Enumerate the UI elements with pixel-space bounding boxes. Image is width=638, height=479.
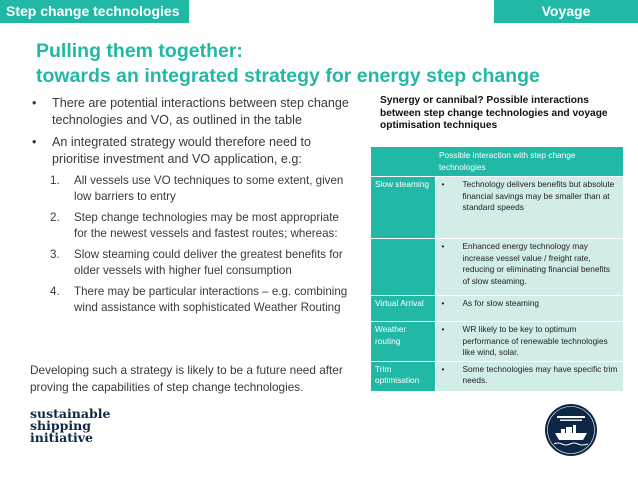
item-number: 3. [50, 248, 60, 261]
ssi-logo [30, 408, 110, 444]
ship-icon [544, 403, 598, 457]
row-label: Weather routing [371, 322, 435, 362]
cell-bullet: • [441, 324, 445, 334]
header-cell: Possible interaction with step change technologies [435, 147, 623, 177]
item-number: 4. [50, 285, 60, 298]
table-row [371, 239, 623, 296]
cell-bullet: • [441, 241, 445, 251]
numbered-item [30, 247, 352, 279]
cell-text: Technology delivers benefits but absolute financial savings may be smaller than at standard speeds [462, 179, 615, 212]
bullet-item [30, 134, 352, 168]
bullet-dot: • [32, 135, 37, 149]
voyage-optimisation-tag: Voyage optimisation [494, 0, 638, 23]
step-change-tag: Step change technologies [0, 0, 189, 23]
item-text: There may be particular interactions – e.g. combining wind assistance with sophisticated Weather Routing [74, 285, 348, 314]
logo-line-3: initiative [30, 430, 93, 445]
row-cell [435, 177, 623, 239]
numbered-item [30, 210, 352, 242]
table-caption: Synergy or cannibal? Possible interactions between step change technologies and voyage optimisation techniques [380, 95, 608, 131]
row-cell [435, 239, 623, 296]
logo-line-1: sustainable [30, 406, 111, 421]
cell-text: Some technologies may have specific trim needs. [462, 363, 618, 385]
row-label: Slow steaming [371, 177, 435, 239]
item-text: Step change technologies may be most appropriate for the newest vessels and fastest routes; whereas: [74, 211, 339, 240]
bullet-dot: • [32, 96, 37, 110]
table-header-row [371, 147, 623, 177]
header-blank-cell [371, 147, 435, 177]
bullet-list [30, 95, 352, 321]
title-line-1: Pulling them together: [36, 40, 243, 62]
item-text: All vessels use VO techniques to some extent, given low barriers to entry [74, 174, 344, 203]
cell-text: Enhanced energy technology may increase vessel value / freight rate, reducing or eliminating financial benefits of slow steaming. [462, 241, 611, 286]
bullet-text: There are potential interactions between step change technologies and VO, as outlined in the table [52, 96, 349, 127]
bullet-item [30, 95, 352, 129]
row-label: Trim optimisation [371, 361, 435, 391]
cell-bullet: • [441, 179, 445, 189]
bullet-text: An integrated strategy would therefore need to prioritise investment and VO application, e.g: [52, 135, 312, 166]
cell-text: WR likely to be key to optimum performance of renewable technologies like wind, solar. [462, 324, 608, 357]
row-label: Virtual Arrival [371, 296, 435, 322]
title-line-2: towards an integrated strategy for energy step change [36, 65, 540, 87]
table-row [371, 322, 623, 362]
slide-title [36, 39, 596, 89]
row-cell [435, 296, 623, 322]
cell-bullet: • [441, 298, 445, 308]
item-number: 2. [50, 211, 60, 224]
table-row [371, 177, 623, 239]
item-number: 1. [50, 174, 60, 187]
cell-text: As for slow steaming [462, 298, 540, 308]
table-row [371, 296, 623, 322]
logo-line-2: shipping [30, 418, 91, 433]
cell-bullet: • [441, 363, 445, 374]
numbered-item [30, 284, 352, 316]
row-cell [435, 322, 623, 362]
row-cell [435, 361, 623, 391]
interactions-table [371, 147, 623, 391]
numbered-item [30, 173, 352, 205]
closing-paragraph: Developing such a strategy is likely to be a future need after proving the capabilities of step change technologies. [30, 363, 343, 394]
row-label [371, 239, 435, 296]
table-row [371, 361, 623, 391]
item-text: Slow steaming could deliver the greatest benefits for older vessels with higher fuel consumption [74, 248, 343, 277]
